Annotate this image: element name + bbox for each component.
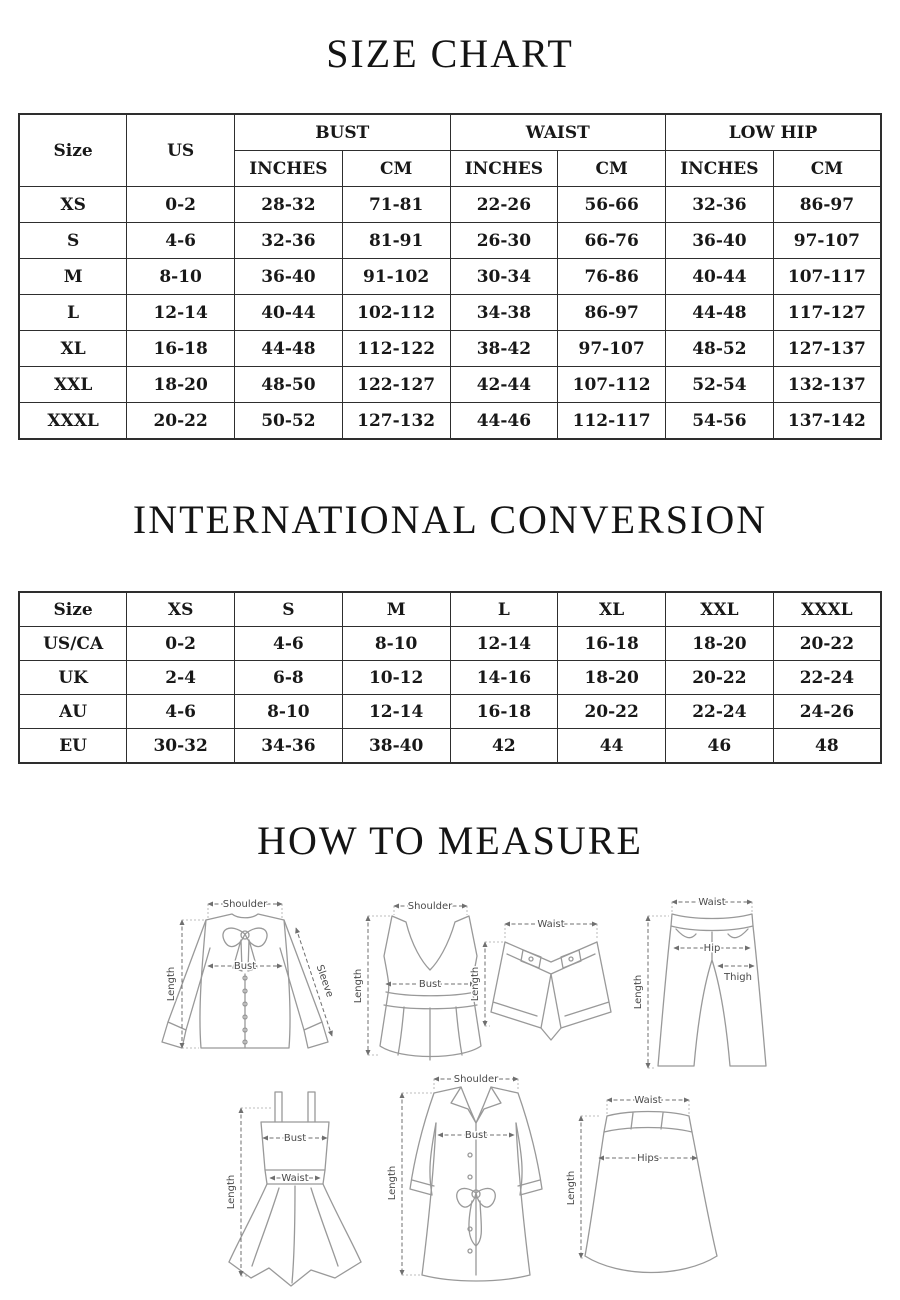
conversion-header: M [342,592,450,627]
dress-bust-label: Bust [283,1133,307,1144]
conversion-cell: 20-22 [773,627,881,661]
table-row [19,259,881,295]
size-cell: XL [19,331,127,367]
conversion-cell: 42 [450,729,558,764]
conversion-cell: 34-36 [235,729,343,764]
conversion-header: XXXL [773,592,881,627]
conversion-cell: 14-16 [450,661,558,695]
conversion-cell: 6-8 [235,661,343,695]
waist-cm-cell: 97-107 [558,331,666,367]
hip-inches-cell: 48-52 [666,331,774,367]
table-row [19,661,881,695]
size-chart-header-cm: CM [558,151,666,187]
waist-inches-cell: 42-44 [450,367,558,403]
tank-shoulder-label: Shoulder [407,901,453,912]
conversion-cell: 2-4 [127,661,235,695]
dress-waist-label: Waist [281,1173,309,1184]
shorts-illustration [465,912,630,1057]
table-row [19,187,881,223]
size-cell: XS [19,187,127,223]
conversion-cell: 22-24 [666,695,774,729]
size-chart-header-inches: INCHES [450,151,558,187]
size-cell: XXL [19,367,127,403]
table-row [19,223,881,259]
conversion-cell: 38-40 [342,729,450,764]
pants-thigh-label: Thigh [724,972,752,983]
blouse-bust-label: Bust [233,961,257,972]
bust-inches-cell: 44-48 [235,331,343,367]
table-row [19,627,881,661]
measure-title: HOW TO MEASURE [257,818,643,863]
bust-cm-cell: 112-122 [342,331,450,367]
table-row [19,403,881,440]
shorts-waist-label: Waist [537,919,565,930]
size-chart-header-size: Size [19,114,127,187]
skirt-hips-label: Hips [637,1153,659,1164]
skirt-waist-label: Waist [634,1095,662,1106]
waist-cm-cell: 66-76 [558,223,666,259]
conversion-header: XS [127,592,235,627]
hip-cm-cell: 137-142 [773,403,881,440]
table-row [19,367,881,403]
conversion-header: Size [19,592,127,627]
conversion-cell: 4-6 [127,695,235,729]
hip-cm-cell: 132-137 [773,367,881,403]
size-cell: XXXL [19,403,127,440]
waist-inches-cell: 22-26 [450,187,558,223]
pants-length-label: Length [633,974,644,1010]
hip-inches-cell: 32-36 [666,187,774,223]
bust-inches-cell: 32-36 [235,223,343,259]
size-chart-header-bust: BUST [235,114,451,151]
pants-illustration [628,890,793,1075]
hip-inches-cell: 36-40 [666,223,774,259]
region-cell: AU [19,695,127,729]
conversion-cell: 30-32 [127,729,235,764]
waist-inches-cell: 34-38 [450,295,558,331]
bust-inches-cell: 28-32 [235,187,343,223]
measure-illustrations [0,882,900,1296]
conversion-cell: 18-20 [666,627,774,661]
waist-inches-cell: 44-46 [450,403,558,440]
conversion-cell: 24-26 [773,695,881,729]
conversion-cell: 44 [558,729,666,764]
region-cell: UK [19,661,127,695]
dress-illustration [195,1080,395,1292]
blouse-illustration [140,890,350,1070]
bust-cm-cell: 91-102 [342,259,450,295]
pants-hip-label: Hip [703,943,721,954]
hip-cm-cell: 86-97 [773,187,881,223]
conversion-cell: 20-22 [558,695,666,729]
waist-cm-cell: 56-66 [558,187,666,223]
coat-shoulder-label: Shoulder [453,1074,499,1085]
size-chart-title: SIZE CHART [326,31,574,76]
tank-bust-label: Bust [418,979,442,990]
size-chart-header-low-hip: LOW HIP [666,114,882,151]
waist-cm-cell: 112-117 [558,403,666,440]
bust-inches-cell: 50-52 [235,403,343,440]
conversion-cell: 8-10 [235,695,343,729]
us-cell: 18-20 [127,367,235,403]
waist-inches-cell: 26-30 [450,223,558,259]
waist-inches-cell: 38-42 [450,331,558,367]
conversion-cell: 16-18 [450,695,558,729]
pants-waist-label: Waist [698,897,726,908]
hip-cm-cell: 97-107 [773,223,881,259]
us-cell: 0-2 [127,187,235,223]
conversion-header: L [450,592,558,627]
us-cell: 16-18 [127,331,235,367]
waist-cm-cell: 76-86 [558,259,666,295]
conversion-title: INTERNATIONAL CONVERSION [132,497,768,542]
shorts-length-label: Length [470,966,481,1002]
waist-inches-cell: 30-34 [450,259,558,295]
bust-cm-cell: 81-91 [342,223,450,259]
size-chart-header-cm: CM [342,151,450,187]
region-cell: US/CA [19,627,127,661]
size-chart-table [18,113,882,440]
us-cell: 8-10 [127,259,235,295]
bust-inches-cell: 48-50 [235,367,343,403]
table-row [19,114,881,151]
bust-cm-cell: 102-112 [342,295,450,331]
hip-inches-cell: 54-56 [666,403,774,440]
blouse-shoulder-label: Shoulder [222,899,268,910]
conversion-cell: 10-12 [342,661,450,695]
table-row [19,592,881,627]
hip-inches-cell: 44-48 [666,295,774,331]
coat-length-label: Length [387,1165,398,1201]
conversion-cell: 4-6 [235,627,343,661]
size-cell: S [19,223,127,259]
skirt-illustration [555,1088,735,1288]
coat-bust-label: Bust [464,1130,488,1141]
bust-cm-cell: 127-132 [342,403,450,440]
bust-inches-cell: 36-40 [235,259,343,295]
tank-length-label: Length [353,968,364,1004]
us-cell: 12-14 [127,295,235,331]
hip-cm-cell: 127-137 [773,331,881,367]
conversion-table [18,591,882,764]
table-row [19,295,881,331]
size-cell: L [19,295,127,331]
conversion-cell: 46 [666,729,774,764]
conversion-cell: 16-18 [558,627,666,661]
size-chart-header-us: US [127,114,235,187]
blouse-sleeve-label: Sleeve [313,963,336,999]
conversion-header: S [235,592,343,627]
waist-cm-cell: 86-97 [558,295,666,331]
bust-cm-cell: 122-127 [342,367,450,403]
conversion-cell: 20-22 [666,661,774,695]
conversion-header: XL [558,592,666,627]
size-chart-header-waist: WAIST [450,114,666,151]
hip-inches-cell: 40-44 [666,259,774,295]
blouse-length-label: Length [166,966,177,1002]
table-row [19,729,881,764]
hip-inches-cell: 52-54 [666,367,774,403]
conversion-cell: 8-10 [342,627,450,661]
conversion-cell: 18-20 [558,661,666,695]
table-row [19,331,881,367]
coat-illustration [378,1067,573,1294]
us-cell: 20-22 [127,403,235,440]
size-chart-header-inches: INCHES [235,151,343,187]
dress-length-label: Length [226,1174,237,1210]
conversion-header: XXL [666,592,774,627]
region-cell: EU [19,729,127,764]
conversion-cell: 22-24 [773,661,881,695]
skirt-length-label: Length [566,1170,577,1206]
bust-cm-cell: 71-81 [342,187,450,223]
conversion-cell: 12-14 [342,695,450,729]
size-cell: M [19,259,127,295]
us-cell: 4-6 [127,223,235,259]
bust-inches-cell: 40-44 [235,295,343,331]
hip-cm-cell: 107-117 [773,259,881,295]
table-row [19,695,881,729]
size-chart-header-cm: CM [773,151,881,187]
waist-cm-cell: 107-112 [558,367,666,403]
size-chart-header-inches: INCHES [666,151,774,187]
conversion-cell: 48 [773,729,881,764]
conversion-cell: 0-2 [127,627,235,661]
hip-cm-cell: 117-127 [773,295,881,331]
conversion-cell: 12-14 [450,627,558,661]
